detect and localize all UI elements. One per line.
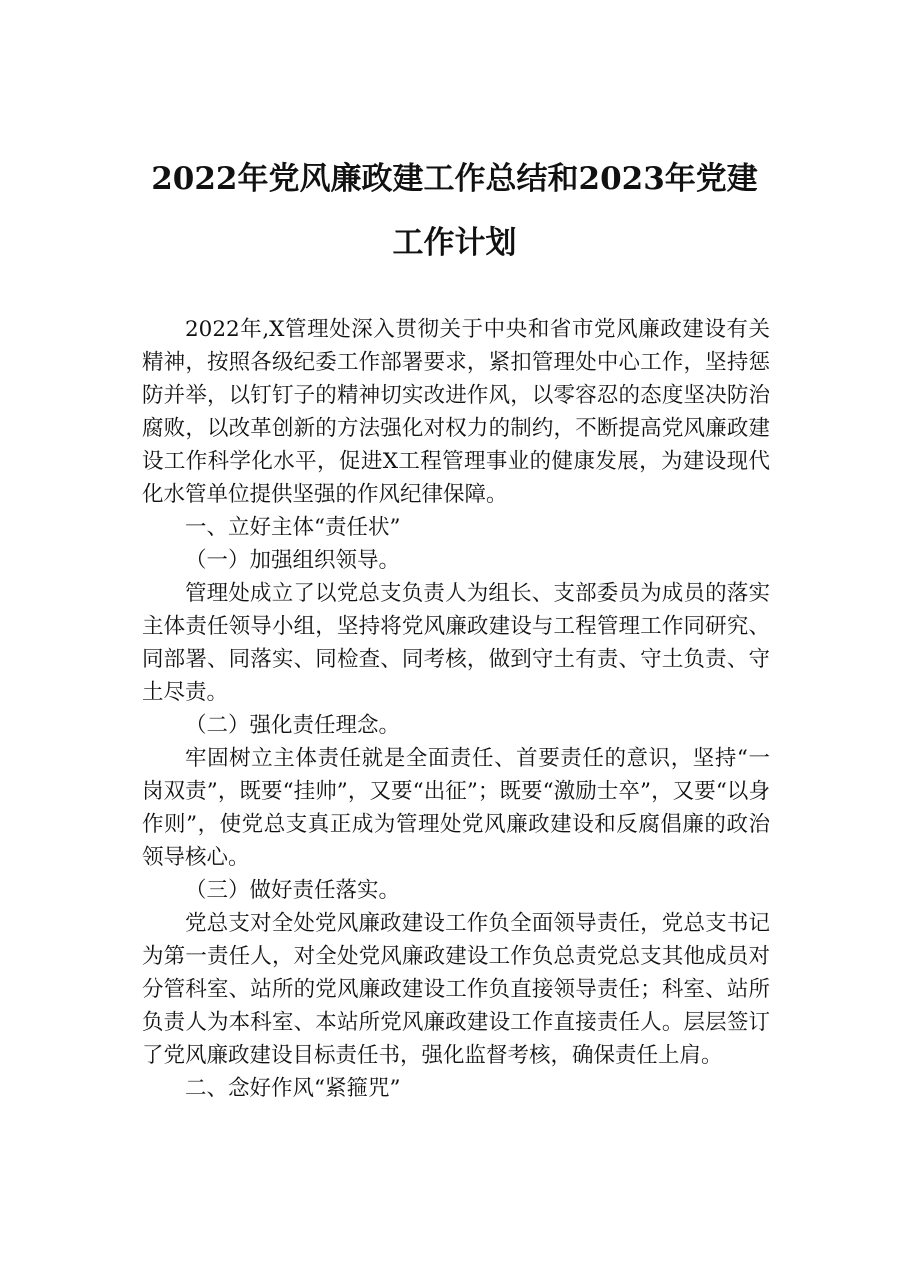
paragraph-responsibility-implementation: 党总支对全处党风廉政建设工作负全面领导责任，党总支书记为第一责任人，对全处党风廉政建设工作负总责党总支其他成员对分管科室、站所的党风廉政建设工作负直接领导责任；科室、站所负责人为本科室、本站所党风廉政建设工作直接责任人。层层签订了党风廉政建设目标责任书，强化监督考核，确保责任上肩。 [142,911,770,1068]
subsection-heading-3: （三）做好责任落实。 [185,878,401,903]
section-heading-1: 一、立好主体“责任状” [185,515,401,540]
paragraph-intro: 2022年,X管理处深入贯彻关于中央和省市党风廉政建设有关精神，按照各级纪委工作部署要求，紧扣管理处中心工作，坚持惩防并举，以钉钉子的精神切实改进作风，以零容忍的态度坚决防治腐败，以改革创新的方法强化对权力的制约，不断提高党风廉政建设工作科学化水平，促进X工程管理事业的健康发展，为建设现代化水管单位提供坚强的作风纪律保障。 [142,317,770,507]
document-title-line-2: 工作计划 [392,225,517,261]
document-title-line-1: 2022年党风廉政建工作总结和2023年党建 [151,161,758,197]
paragraph-organization: 管理处成立了以党总支负责人为组长、支部委员为成员的落实主体责任领导小组，坚持将党风廉政建设与工程管理工作同研究、同部署、同落实、同检查、同考核，做到守土有责、守土负责、守土尽责。 [142,581,770,705]
section-heading-2: 二、念好作风“紧箍咒” [185,1076,401,1101]
subsection-heading-1: （一）加强组织领导。 [185,548,401,573]
document-body [142,313,770,1105]
paragraph-responsibility-concept: 牢固树立主体责任就是全面责任、首要责任的意识，坚持“一岗双责”，既要“挂帅”，又要“出征”；既要“激励士卒”，又要“以身作则”，使党总支真正成为管理处党风廉政建设和反腐倡廉的政治领导核心。 [142,746,770,870]
subsection-heading-2: （二）强化责任理念。 [185,713,401,738]
